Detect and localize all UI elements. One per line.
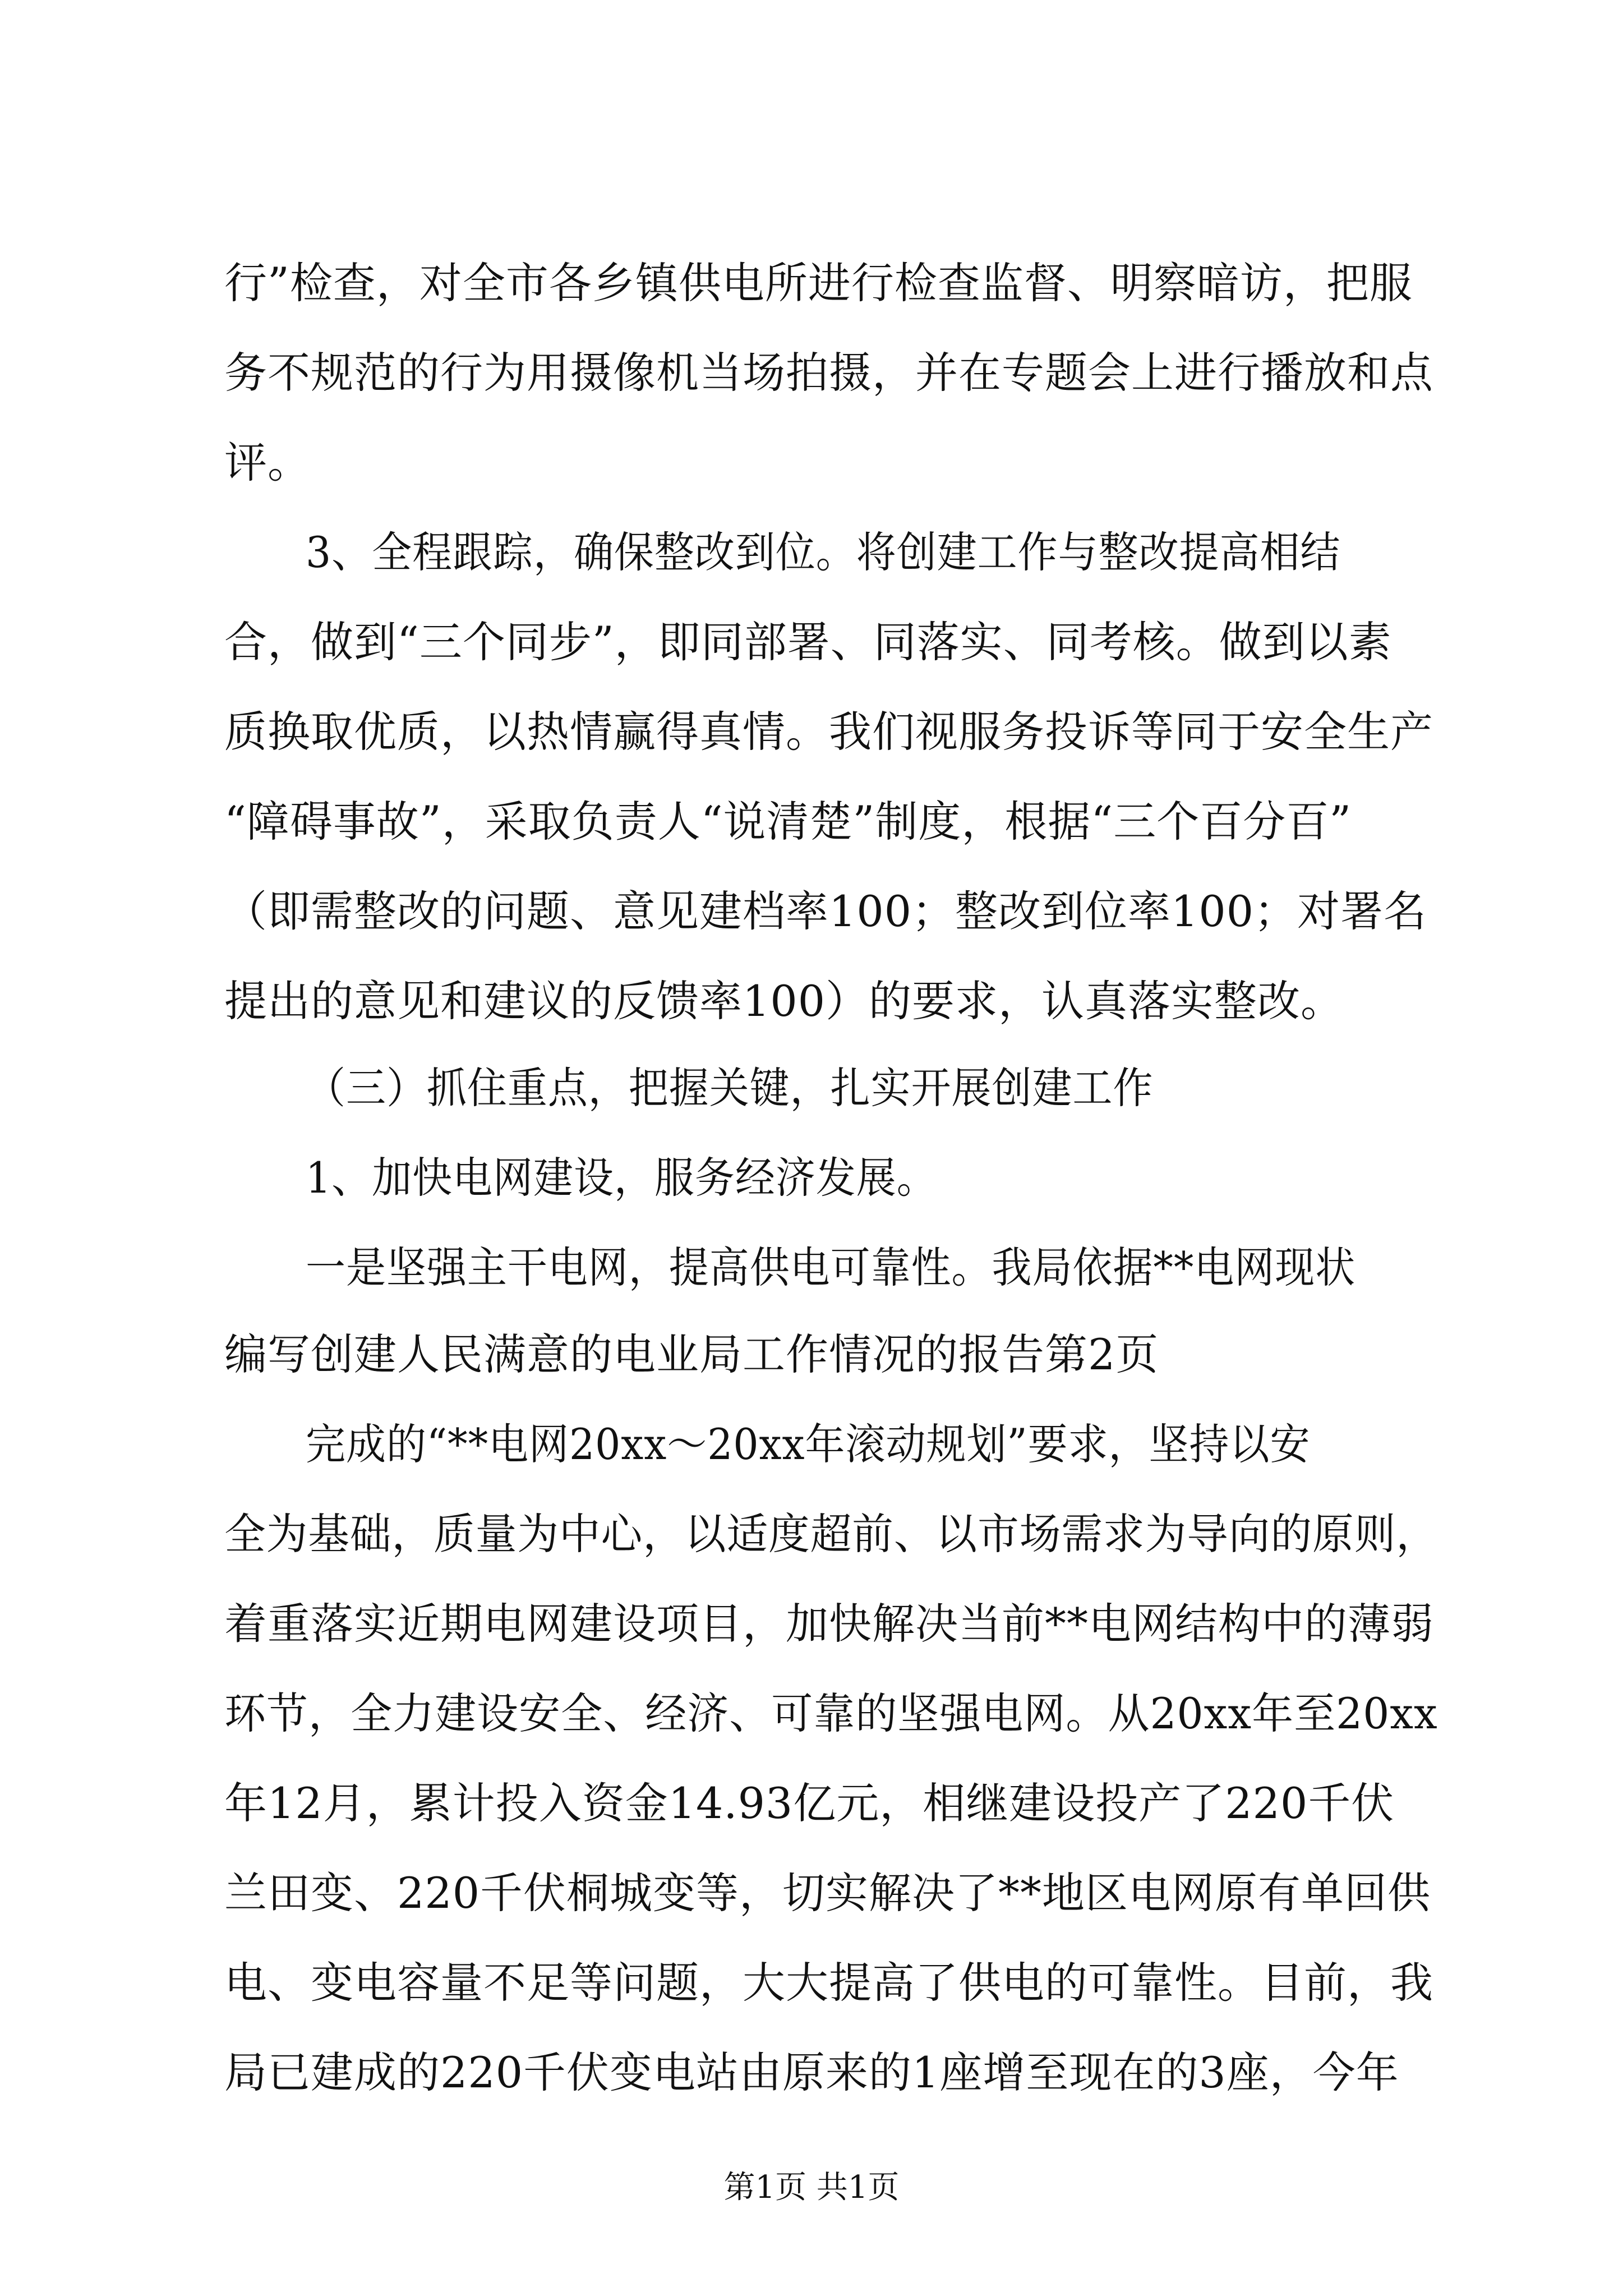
text-line: 1、加快电网建设，服务经济发展。: [306, 1153, 937, 1203]
text-line: 全为基础，质量为中心，以适度超前、以市场需求为导向的原则，: [224, 1509, 1438, 1559]
text-line: 务不规范的行为用摄像机当场拍摄，并在专题会上进行播放和点: [224, 348, 1433, 398]
text-line: 编写创建人民满意的电业局工作情况的报告第2页: [224, 1329, 1159, 1379]
text-line: 一是坚强主干电网，提高供电可靠性。我局依据**电网现状: [306, 1243, 1356, 1292]
text-line: 提出的意见和建议的反馈率100）的要求，认真落实整改。: [224, 976, 1344, 1026]
page-footer: 第1页 共1页: [723, 2169, 900, 2206]
text-line: 质换取优质，以热情赢得真情。我们视服务投诉等同于安全生产: [224, 707, 1433, 757]
text-line: 兰田变、220千伏桐城变等，切实解决了**地区电网原有单回供: [224, 1868, 1431, 1918]
text-line: 评。: [224, 438, 311, 487]
section-heading: （三）抓住重点，把握关键，扎实开展创建工作: [306, 1063, 1154, 1113]
text-line: 着重落实近期电网建设项目，加快解决当前**电网结构中的薄弱: [224, 1599, 1434, 1649]
text-line: 完成的“**电网20xx～20xx年滚动规划”要求，坚持以安: [306, 1419, 1311, 1469]
text-line: 年12月，累计投入资金14.93亿元，相继建设投产了220千伏: [224, 1778, 1395, 1828]
text-line: 局已建成的220千伏变电站由原来的1座增至现在的3座，今年: [224, 2047, 1399, 2097]
text-line: 行”检查，对全市各乡镇供电所进行检查监督、明察暗访，把服: [224, 258, 1413, 308]
text-line: “障碍事故”，采取负责人“说清楚”制度，根据“三个百分百”: [224, 797, 1352, 846]
text-line: 3、全程跟踪，确保整改到位。将创建工作与整改提高相结: [306, 527, 1341, 577]
text-line: （即需整改的问题、意见建档率100；整改到位率100；对署名: [224, 886, 1427, 936]
text-line: 合，做到“三个同步”，即同部署、同落实、同考核。做到以素: [224, 617, 1392, 667]
text-line: 环节，全力建设安全、经济、可靠的坚强电网。从20xx年至20xx: [224, 1688, 1438, 1738]
text-line: 电、变电容量不足等问题，大大提高了供电的可靠性。目前，我: [224, 1958, 1433, 2008]
